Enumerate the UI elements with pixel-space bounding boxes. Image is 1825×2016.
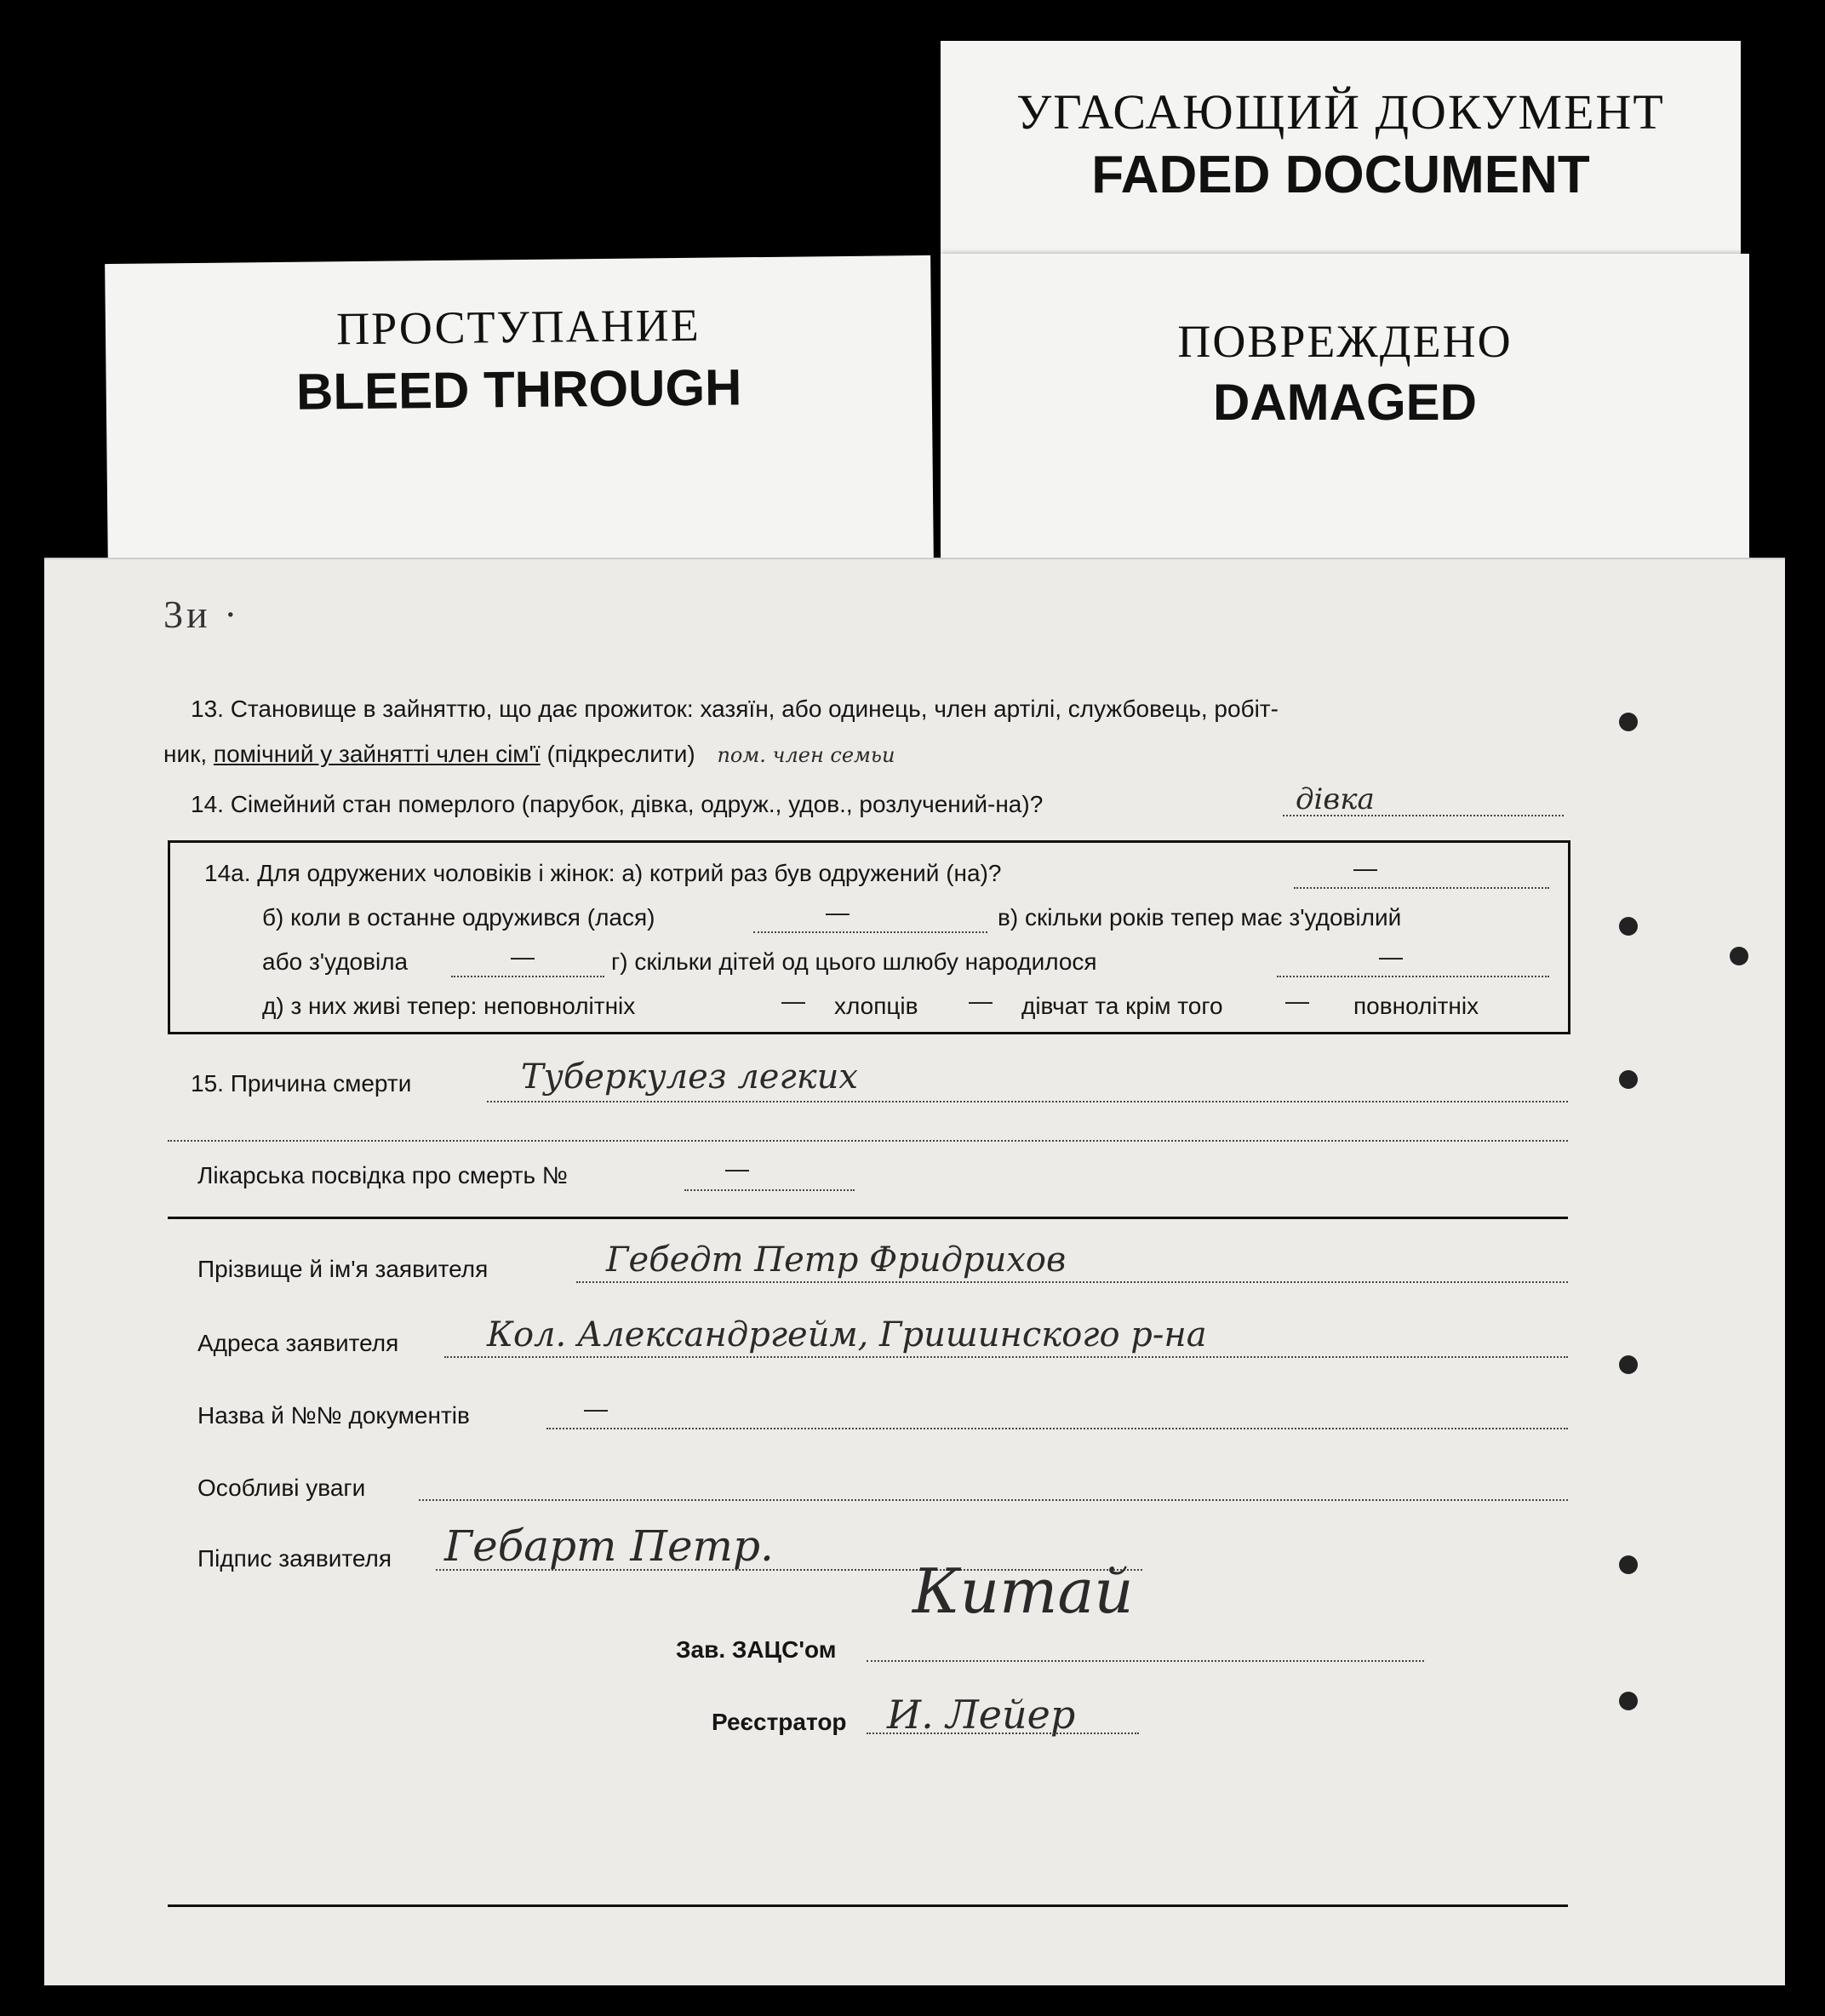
q13-line1: 13. Становище в зайняттю, що дає прожиток: хазяїн, або одинець, член артілі, службовець, робіт- <box>191 696 1279 722</box>
bleed-label-en: BLEED THROUGH <box>295 358 742 421</box>
q14-answer: дівка <box>1296 782 1375 816</box>
q14a-answer-g: — <box>1379 943 1403 970</box>
bleed-label-ru: ПРОСТУПАНИЕ <box>335 299 701 355</box>
q14a-line4a: д) з них живі тепер: неповнолітніх <box>262 993 636 1019</box>
binder-hole <box>1619 1555 1638 1574</box>
applicant-name-label: Прізвище й ім'я заявителя <box>197 1256 489 1282</box>
q14a-line1: 14а. Для одружених чоловіків і жінок: а) котрий раз був одружений (на)? <box>204 860 1002 886</box>
notes-label: Особливі уваги <box>197 1475 366 1501</box>
q14a-line4d: повнолітніх <box>1353 993 1479 1019</box>
q14a-line4b: хлопців <box>834 993 918 1019</box>
damaged-label-en: DAMAGED <box>1213 374 1477 431</box>
signature-label: Підпис заявителя <box>197 1545 392 1572</box>
q14a-line2a: б) коли в останне одружився (лася) <box>262 904 655 931</box>
q14a-line3b: г) скільки дітей од цього шлюбу народилося <box>611 948 1097 975</box>
q15-answer: Туберкулез легких <box>521 1057 858 1097</box>
q14a-answer-d1: — <box>781 988 805 1014</box>
q14-question: 14. Сімейний стан померлого (парубок, дівка, одруж., удов., розлучений-на)? <box>191 791 1044 817</box>
q13-line2 <box>163 741 895 768</box>
applicant-address-label: Адреса заявителя <box>197 1330 399 1356</box>
binder-hole <box>1619 917 1638 936</box>
applicant-address-line <box>444 1356 1568 1358</box>
damaged-label-ru: ПОВРЕЖДЕНО <box>1177 316 1513 367</box>
q14a-line3-dots2 <box>1277 976 1549 977</box>
q15-line2 <box>168 1140 1568 1142</box>
binder-hole <box>1619 713 1638 731</box>
faded-document-card <box>941 41 1741 255</box>
section-divider <box>168 1217 1568 1219</box>
q14a-line4c: дівчат та крім того <box>1021 993 1223 1019</box>
q14a-answer-b: — <box>826 899 850 925</box>
q14a-answer-d2: — <box>969 988 993 1014</box>
documents-value: — <box>584 1395 608 1422</box>
q14a-answer-a: — <box>1353 855 1377 881</box>
bottom-rule <box>168 1904 1568 1907</box>
q14a-line3a: або з'удовіла <box>262 948 409 975</box>
binder-hole <box>1619 1355 1638 1374</box>
faded-label-en: FADED DOCUMENT <box>1091 146 1590 204</box>
q14a-line3-dots <box>451 976 604 977</box>
binder-hole <box>1730 947 1748 965</box>
q14a-box <box>168 840 1570 1034</box>
head-label: Зав. ЗАЦС'ом <box>676 1636 837 1663</box>
q14a-answer-v: — <box>511 943 535 970</box>
q14a-line2b: в) скільки років тепер має з'удовілий <box>998 904 1402 931</box>
applicant-name-line <box>576 1281 1568 1283</box>
q13-line2-c: (підкреслити) <box>546 741 695 767</box>
q15-line1 <box>487 1101 1568 1102</box>
q13-answer: пом. член семьи <box>717 743 895 767</box>
death-record-form <box>44 558 1785 1985</box>
medical-certificate-line <box>684 1189 855 1191</box>
registrar-signature: И. Лейер <box>887 1692 1076 1738</box>
q15-label: 15. Причина смерти <box>191 1070 412 1097</box>
binder-hole <box>1619 1070 1638 1089</box>
q14a-line2-dots <box>753 931 987 933</box>
head-line <box>867 1660 1424 1662</box>
corner-mark: 3и · <box>163 593 241 636</box>
applicant-signature: Гебарт Петр. <box>444 1521 774 1571</box>
q14-answer-line <box>1283 815 1564 816</box>
binder-hole <box>1619 1692 1638 1710</box>
head-signature: Китай <box>912 1555 1134 1627</box>
applicant-name: Гебедт Петр Фридрихов <box>606 1240 1067 1280</box>
notes-line <box>419 1499 1568 1501</box>
registrar-line <box>867 1732 1139 1734</box>
documents-label: Назва й №№ документів <box>197 1402 470 1429</box>
registrar-label: Реєстратор <box>712 1709 847 1735</box>
faded-label-ru: УГАСАЮЩИЙ ДОКУМЕНТ <box>1016 84 1665 140</box>
q14a-line1-dots <box>1294 887 1549 889</box>
q14a-answer-d3: — <box>1285 988 1309 1014</box>
applicant-address: Кол. Александргейм, Гришинского р-на <box>487 1315 1207 1354</box>
medical-certificate-number: — <box>725 1155 749 1182</box>
q13-underlined: помічний у зайнятті член сім'ї <box>213 741 541 767</box>
medical-certificate-label: Лікарська посвідка про смерть № <box>197 1162 568 1188</box>
documents-line <box>546 1428 1568 1429</box>
bleed-through-card <box>105 255 934 570</box>
damaged-card <box>941 254 1749 560</box>
q13-line2-a: ник, <box>163 741 208 767</box>
